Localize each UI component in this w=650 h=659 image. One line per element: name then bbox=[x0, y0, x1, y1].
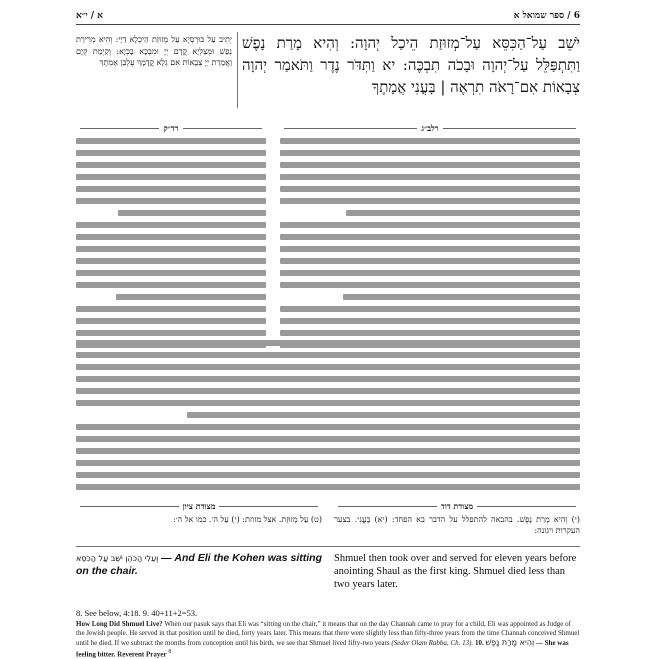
radak-commentary bbox=[76, 136, 266, 336]
commentary-line bbox=[76, 198, 266, 208]
right-body-1: Shmuel then took over and served for eleven years before anointing Shaul as the first king. Shmuel died less than two years later. bbox=[334, 553, 577, 590]
commentary-line bbox=[280, 150, 580, 160]
commentary-line bbox=[280, 138, 580, 148]
english-divider bbox=[76, 546, 580, 547]
source-citation: (Seder Olam Rabba, Ch. 13). bbox=[391, 639, 474, 647]
commentary-line bbox=[280, 162, 580, 172]
commentary-line bbox=[76, 340, 580, 350]
metzudat-david-label: מצודת דוד bbox=[334, 500, 580, 512]
verse-divider bbox=[237, 32, 238, 108]
commentary-line bbox=[76, 282, 266, 292]
commentary-line bbox=[76, 460, 580, 470]
commentary-line bbox=[76, 388, 580, 398]
commentary-line bbox=[280, 318, 580, 328]
english-left-column bbox=[76, 552, 322, 608]
heading-number: 10. bbox=[474, 639, 484, 647]
metzudat-zion-label: מצודת ציון bbox=[76, 500, 322, 512]
metzudat-david-text: (י) וְהִיא מָרַת נָפֶשׁ. בהבאה להתפלל על הדבר בא הפחד: (יא) בָּעֳנִי. בצער העקרות ויגונה: bbox=[334, 515, 580, 535]
commentary-line bbox=[76, 234, 266, 244]
commentary-line bbox=[76, 222, 266, 232]
commentary-line bbox=[280, 198, 580, 208]
commentary-line bbox=[76, 162, 266, 172]
commentary-line bbox=[76, 318, 266, 328]
commentary-line bbox=[76, 484, 580, 494]
commentary-line bbox=[280, 246, 580, 256]
header-divider bbox=[76, 24, 580, 25]
commentary-line bbox=[280, 306, 580, 316]
commentary-line bbox=[76, 424, 580, 434]
book-title: 6 / ספר שמואל א bbox=[513, 11, 580, 21]
commentary-line bbox=[280, 210, 580, 220]
metzudat-zion-text: (ט) עַל מְזוּזַת. אצל מזוזת: (י) עַל ה׳. כמו אל ה׳: bbox=[173, 515, 322, 524]
commentary-line bbox=[280, 294, 580, 304]
ralbag-commentary bbox=[280, 136, 580, 336]
commentary-line bbox=[76, 270, 266, 280]
question-title: How Long Did Shmuel Live? bbox=[76, 620, 163, 628]
subheading: Reverent Prayer bbox=[117, 650, 167, 659]
commentary-line bbox=[280, 174, 580, 184]
commentary-line bbox=[76, 376, 580, 386]
commentary-line bbox=[76, 186, 266, 196]
commentary-line bbox=[76, 150, 266, 160]
commentary-line bbox=[76, 306, 266, 316]
page-header bbox=[76, 10, 580, 22]
chapter-marker: א / י״א bbox=[76, 11, 103, 21]
commentary-line bbox=[280, 234, 580, 244]
heading-hebrew: וְהִיא מָרַת נָפֶשׁ bbox=[485, 638, 535, 647]
commentary-line bbox=[76, 436, 580, 446]
commentary-line bbox=[76, 448, 580, 458]
commentary-line bbox=[76, 412, 580, 422]
lead-hebrew: וְעֵלִי הַכֹּהֵן יֹשֵׁב עַל הַכִּסֵּא bbox=[76, 554, 159, 563]
left-body: When our pasuk says that Eli was “sitting on the chair,” it means that on the day Channah came to pray for a child, Eli was appointed as Judge of the Jewish people. He served in that position until he died, forty years later. bbox=[76, 620, 571, 637]
commentary-line bbox=[76, 246, 266, 256]
commentary-line bbox=[280, 258, 580, 268]
footnotes: 8. See below, 4:18. 9. 40+11+2=53. bbox=[76, 608, 198, 618]
commentary-line bbox=[280, 186, 580, 196]
commentary-line bbox=[76, 174, 266, 184]
ralbag-label: רלב״ג bbox=[280, 122, 580, 134]
commentary-line bbox=[76, 138, 266, 148]
right-body-2: This means that there were slightly less than fifty-three years from the time Channah conceived Shmuel until he died. If we subtract the months from conception until his birth, we see that Shmuel lived fifty-two years bbox=[76, 629, 580, 647]
commentary-line bbox=[76, 352, 580, 362]
heading-english: — She was feeling bitter. bbox=[76, 639, 569, 659]
radak-label: רד״ק bbox=[76, 122, 266, 134]
commentary-line bbox=[280, 270, 580, 280]
commentary-line bbox=[76, 364, 580, 374]
english-extra bbox=[76, 620, 580, 659]
commentary-line bbox=[76, 294, 266, 304]
targum-text: יְתִיב עַל כּוּרְסְיָא עַל מְזוּזַת הֵיכְלָא דַיָי: וְהִיא מְרִירַת נְפַשׁ וּמְצַלְיָא קֳדָם יְיָ וּמִבְכָּא בָכְיָא: וְקַיְמַת קְיָם וַאֲמַרַת יְיָ צְבָאוֹת אִם גְלָא קֳדָמָךְ עֻלְבַּן אַמְתָךְ bbox=[76, 35, 232, 68]
commentary-line bbox=[280, 222, 580, 232]
lead-english: — And Eli the Kohen was sitting on the chair. bbox=[76, 552, 322, 577]
commentary-line bbox=[76, 472, 580, 482]
english-right-column bbox=[334, 552, 580, 608]
commentary-line bbox=[76, 400, 580, 410]
commentary-line bbox=[76, 210, 266, 220]
verse-text: יֹשֵׁב עַל־הַכִּסֵּא עַל־מְזוּזַת הֵיכַל יְהוָה: וְהִיא מָרַת נָפֶשׁ וַתִּתְפַּלֵּל עַל־יְהוָה וּבָכֹה תִבְכֶּה: יא וַתִּדֹּר נֶדֶר וַתֹּאמַר יְהוָה צְבָאוֹת אִם־רָאֹה תִרְאֶה | בָּעֳנִי אֲמָתֶךָ bbox=[242, 34, 580, 96]
footnote-ref: 8 bbox=[168, 649, 172, 655]
commentary-line bbox=[280, 282, 580, 292]
wide-commentary bbox=[76, 338, 580, 488]
commentary-line bbox=[76, 258, 266, 268]
